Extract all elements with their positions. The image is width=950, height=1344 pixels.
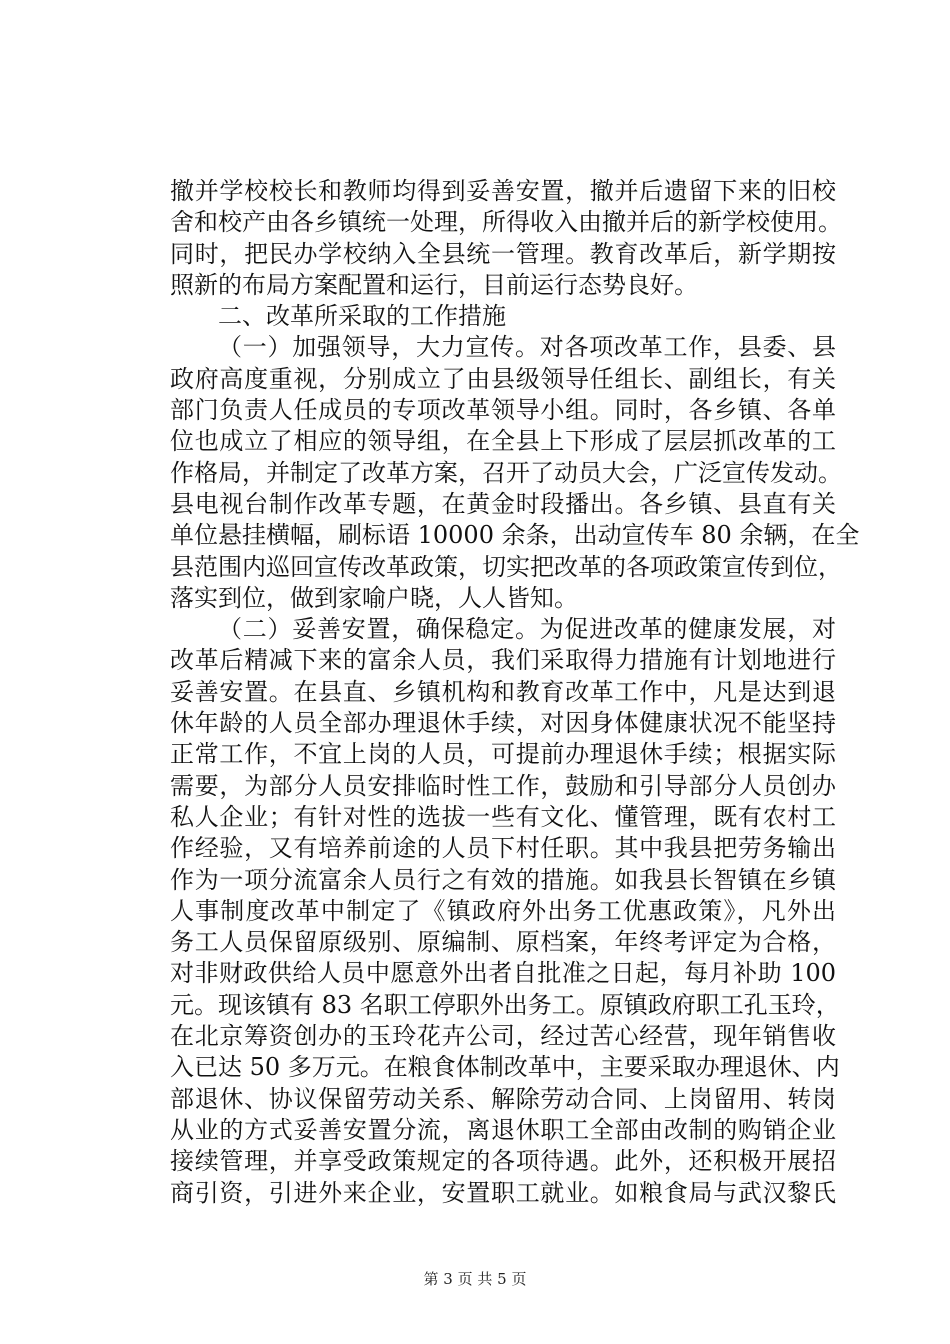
- text-line: 在北京筹资创办的玉玲花卉公司，经过苦心经营，现年销售收: [170, 1022, 836, 1051]
- text-line: 元。现该镇有 83 名职工停职外出务工。原镇政府职工孔玉玲，: [170, 990, 840, 1019]
- text-line: 休年龄的人员全部办理退休手续，对因身体健康状况不能坚持: [170, 709, 836, 738]
- text-line: 作经验，又有培养前途的人员下村任职。其中我县把劳务输出: [170, 834, 836, 863]
- document-body: [170, 176, 860, 1209]
- text-line: 同时，把民办学校纳入全县统一管理。教育改革后，新学期按: [170, 239, 836, 268]
- text-line: 二、改革所采取的工作措施: [218, 302, 506, 331]
- text-line: 位也成立了相应的领导组，在全县上下形成了层层抓改革的工: [170, 427, 836, 456]
- text-line: 单位悬挂横幅，刷标语 10000 余条，出动宣传车 80 余辆，在全: [170, 521, 860, 550]
- text-line: 作为一项分流富余人员行之有效的措施。如我县长智镇在乡镇: [170, 865, 836, 894]
- page-number-label: 第 3 页 共 5 页: [423, 1270, 527, 1288]
- text-line: 作格局，并制定了改革方案，召开了动员大会，广泛宣传发动。: [170, 458, 842, 487]
- text-line: 入已达 50 多万元。在粮食体制改革中，主要采取办理退休、内: [170, 1053, 840, 1082]
- text-line: 务工人员保留原级别、原编制、原档案，年终考评定为合格，: [170, 928, 836, 957]
- text-line: 从业的方式妥善安置分流，离退休职工全部由改制的购销企业: [170, 1115, 836, 1144]
- text-line: 正常工作，不宜上岗的人员，可提前办理退休手续；根据实际: [170, 740, 836, 769]
- text-line: 人事制度改革中制定了《镇政府外出务工优惠政策》，凡外出: [170, 896, 836, 925]
- text-line: 部门负责人任成员的专项改革领导小组。同时，各乡镇、各单: [170, 396, 836, 425]
- text-line: 私人企业；有针对性的选拔一些有文化、懂管理，既有农村工: [170, 802, 836, 831]
- text-line: 接续管理，并享受政策规定的各项待遇。此外，还积极开展招: [170, 1147, 836, 1176]
- text-line: 照新的布局方案配置和运行，目前运行态势良好。: [170, 270, 698, 299]
- text-line: 舍和校产由各乡镇统一处理，所得收入由撤并后的新学校使用。: [170, 208, 842, 237]
- text-line: 县电视台制作改革专题，在黄金时段播出。各乡镇、县直有关: [170, 489, 836, 518]
- text-line: 县范围内巡回宣传改革政策，切实把改革的各项政策宣传到位，: [170, 552, 842, 581]
- text-line: 妥善安置。在县直、乡镇机构和教育改革工作中，凡是达到退: [170, 677, 836, 706]
- text-line: 撤并学校校长和教师均得到妥善安置，撤并后遗留下来的旧校: [170, 177, 836, 205]
- text-line: 改革后精减下来的富余人员，我们采取得力措施有计划地进行: [170, 646, 836, 675]
- text-line: 商引资，引进外来企业，安置职工就业。如粮食局与武汉黎氏: [170, 1178, 836, 1207]
- text-line: 落实到位，做到家喻户晓，人人皆知。: [170, 583, 578, 612]
- page-footer: [0, 1268, 950, 1289]
- text-line: （二）妥善安置，确保稳定。为促进改革的健康发展，对: [218, 615, 836, 644]
- text-line: 对非财政供给人员中愿意外出者自批准之日起，每月补助 100: [170, 959, 836, 988]
- text-line: 部退休、协议保留劳动关系、解除劳动合同、上岗留用、转岗: [170, 1084, 836, 1113]
- text-line: 需要，为部分人员安排临时性工作，鼓励和引导部分人员创办: [170, 771, 836, 800]
- text-line: 政府高度重视，分别成立了由县级领导任组长、副组长，有关: [170, 364, 836, 393]
- text-line: （一）加强领导，大力宣传。对各项改革工作，县委、县: [218, 333, 836, 362]
